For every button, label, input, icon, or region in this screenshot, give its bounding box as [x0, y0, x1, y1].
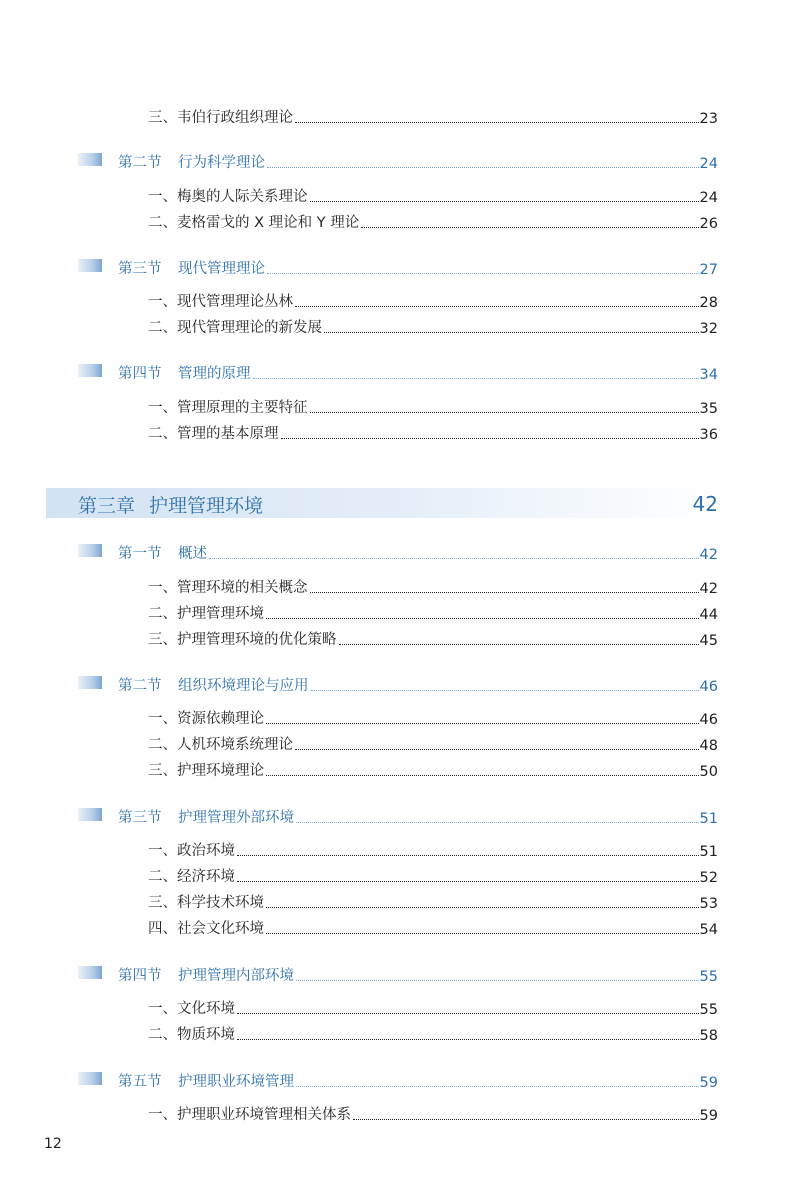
dot-leader	[324, 332, 699, 333]
dot-leader	[339, 644, 699, 645]
entry-title: 三、护理环境理论	[148, 763, 264, 779]
dot-leader	[267, 273, 699, 274]
toc-subentry	[148, 211, 718, 232]
chapter-page: 42	[692, 492, 718, 516]
section-number: 第三节	[118, 810, 162, 826]
entry-page: 45	[699, 633, 718, 649]
section-number: 第三节	[118, 261, 162, 277]
entry-title: 一、护理职业环境管理相关体系	[148, 1107, 351, 1123]
entry-title: 二、现代管理理论的新发展	[148, 320, 322, 336]
toc-section	[118, 542, 718, 563]
entry-page: 59	[699, 1108, 718, 1124]
entry-title: 一、资源依赖理论	[148, 711, 264, 727]
entry-title: 一、管理环境的相关概念	[148, 580, 308, 596]
toc-subentry	[148, 707, 718, 728]
toc-subentry	[148, 316, 718, 337]
section-marker	[78, 259, 102, 272]
entry-page: 48	[699, 738, 718, 754]
dot-leader	[237, 1039, 699, 1040]
section-marker	[78, 153, 102, 166]
section-page: 46	[699, 679, 718, 695]
entry-page: 26	[699, 216, 718, 232]
section-title: 管理的原理	[178, 366, 251, 382]
toc-subentry	[148, 422, 718, 443]
section-title: 概述	[178, 546, 207, 562]
entry-page: 52	[699, 870, 718, 886]
toc-subentry	[148, 917, 718, 938]
toc-section	[118, 964, 718, 985]
toc-section	[118, 151, 718, 172]
chapter-number: 第三章	[78, 494, 136, 517]
entry-title: 一、管理原理的主要特征	[148, 400, 308, 416]
dot-leader	[237, 1013, 699, 1014]
entry-title: 二、麦格雷戈的 X 理论和 Y 理论	[148, 215, 360, 231]
toc-section	[118, 257, 718, 278]
toc-subentry	[148, 733, 718, 754]
section-page: 55	[699, 969, 718, 985]
dot-leader	[296, 980, 699, 981]
entry-page: 54	[699, 922, 718, 938]
entry-title: 一、梅奥的人际关系理论	[148, 189, 308, 205]
page-number: 12	[44, 1136, 62, 1152]
section-number: 第四节	[118, 366, 162, 382]
toc-subentry	[148, 628, 718, 649]
entry-title: 一、文化环境	[148, 1001, 235, 1017]
entry-page: 51	[699, 844, 718, 860]
entry-page: 35	[699, 401, 718, 417]
toc-section	[118, 674, 718, 695]
toc-subentry	[148, 576, 718, 597]
dot-leader	[310, 592, 699, 593]
dot-leader	[295, 306, 699, 307]
section-marker	[78, 676, 102, 689]
section-page: 42	[699, 547, 718, 563]
section-page: 27	[699, 262, 718, 278]
dot-leader	[266, 618, 699, 619]
entry-page: 46	[699, 712, 718, 728]
toc-subentry	[148, 997, 718, 1018]
entry-page: 42	[699, 581, 718, 597]
dot-leader	[266, 907, 699, 908]
entry-title: 二、人机环境系统理论	[148, 737, 293, 753]
toc-subentry	[148, 185, 718, 206]
toc-chapter	[78, 490, 718, 518]
dot-leader	[237, 881, 699, 882]
entry-title: 一、现代管理理论丛林	[148, 294, 293, 310]
section-number: 第四节	[118, 968, 162, 984]
dot-leader	[310, 412, 699, 413]
toc-section	[118, 806, 718, 827]
entry-title: 三、护理管理环境的优化策略	[148, 632, 337, 648]
section-number: 第五节	[118, 1074, 162, 1090]
dot-leader	[266, 933, 699, 934]
section-marker	[78, 364, 102, 377]
entry-page: 23	[699, 111, 718, 127]
toc-subentry	[148, 396, 718, 417]
entry-title: 二、物质环境	[148, 1027, 235, 1043]
section-marker	[78, 544, 102, 557]
toc-subentry	[148, 290, 718, 311]
section-number: 第一节	[118, 546, 162, 562]
entry-page: 55	[699, 1002, 718, 1018]
section-page: 51	[699, 811, 718, 827]
dot-leader	[311, 690, 699, 691]
dot-leader	[209, 558, 699, 559]
entry-title: 四、社会文化环境	[148, 921, 264, 937]
entry-page: 32	[699, 321, 718, 337]
dot-leader	[237, 855, 699, 856]
chapter-title: 护理管理环境	[149, 494, 264, 517]
dot-leader	[266, 775, 699, 776]
entry-page: 24	[699, 190, 718, 206]
entry-title: 一、政治环境	[148, 843, 235, 859]
dot-leader	[295, 749, 699, 750]
toc-subentry	[148, 759, 718, 780]
entry-page: 36	[699, 427, 718, 443]
dot-leader	[281, 438, 699, 439]
dot-leader	[253, 378, 699, 379]
section-title: 护理职业环境管理	[178, 1074, 294, 1090]
toc-subentry	[148, 891, 718, 912]
section-page: 34	[699, 367, 718, 383]
toc-subentry	[148, 839, 718, 860]
entry-title: 三、科学技术环境	[148, 895, 264, 911]
section-marker	[78, 966, 102, 979]
toc-section	[118, 362, 718, 383]
entry-page: 28	[699, 295, 718, 311]
section-title: 护理管理外部环境	[178, 810, 294, 826]
entry-title: 二、管理的基本原理	[148, 426, 279, 442]
section-marker	[78, 808, 102, 821]
entry-title: 二、经济环境	[148, 869, 235, 885]
entry-title: 三、韦伯行政组织理论	[148, 110, 293, 126]
entry-title: 二、护理管理环境	[148, 606, 264, 622]
dot-leader	[353, 1119, 699, 1120]
dot-leader	[296, 1086, 699, 1087]
entry-page: 53	[699, 896, 718, 912]
entry-page: 58	[699, 1028, 718, 1044]
dot-leader	[295, 122, 699, 123]
section-page: 59	[699, 1075, 718, 1091]
section-title: 行为科学理论	[178, 155, 265, 171]
entry-page: 50	[699, 764, 718, 780]
section-number: 第二节	[118, 678, 162, 694]
section-number: 第二节	[118, 155, 162, 171]
entry-page: 44	[699, 607, 718, 623]
section-marker	[78, 1072, 102, 1085]
dot-leader	[267, 167, 699, 168]
toc-subentry	[148, 865, 718, 886]
toc-subentry	[148, 1023, 718, 1044]
section-page: 24	[699, 156, 718, 172]
toc-subentry	[148, 106, 718, 127]
dot-leader	[296, 822, 699, 823]
section-title: 组织环境理论与应用	[178, 678, 309, 694]
toc-subentry	[148, 602, 718, 623]
dot-leader	[310, 201, 699, 202]
dot-leader	[266, 723, 699, 724]
section-title: 现代管理理论	[178, 261, 265, 277]
toc-section	[118, 1070, 718, 1091]
toc-subentry	[148, 1103, 718, 1124]
section-title: 护理管理内部环境	[178, 968, 294, 984]
dot-leader	[361, 227, 698, 228]
